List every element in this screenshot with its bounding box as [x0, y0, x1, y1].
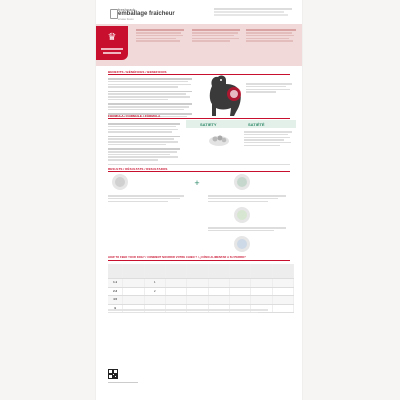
table-row: 9: [108, 305, 294, 314]
barcode-caption: [108, 381, 148, 384]
benefits-heading: BENEFITS / BÉNÉFICES / BENEFICIOS: [108, 70, 167, 74]
satiety-banner: [186, 120, 296, 128]
result-text-right: [208, 194, 292, 203]
formula-heading: FORMULA / FORMULE / FÓRMULA: [108, 114, 161, 118]
dog-callout: [246, 82, 296, 104]
feeding-heading: HOW TO FEED YOUR DOG? / COMMENT NOURRIR VOTRE CHIEN ? / ¿CÓMO ALIMENTAR A SU PERRO?: [108, 256, 246, 259]
feature-column-1: [136, 28, 188, 43]
satiety-label: SATIETY: [200, 121, 217, 127]
result-text-left: [108, 194, 188, 203]
feeding-notes: [108, 308, 290, 314]
freshpack-label-es: envase fresco: [118, 18, 134, 21]
freshpack-label-fr: emballage fraîcheur: [118, 11, 175, 17]
table-header: [108, 264, 294, 279]
table-row: 1.1 1: [108, 279, 294, 288]
satiety-facts: [244, 130, 294, 158]
freshpack-label: freshpack: [118, 7, 136, 12]
kibble-bowl-icon: [208, 131, 230, 147]
table-row: 4.5: [108, 296, 294, 305]
dog-icon: [204, 72, 246, 118]
formula-text: [108, 122, 182, 162]
table-row: 2.3 2: [108, 288, 294, 297]
benefit-icon: [234, 207, 250, 223]
royal-canin-crown-icon: ♛: [107, 32, 117, 43]
royal-canin-logo: [96, 26, 128, 60]
benefit-icon: [234, 236, 250, 252]
feature-column-2: [192, 28, 244, 43]
freshpack-icon: [110, 9, 118, 19]
feature-column-3: [246, 28, 298, 43]
product-bag-back: [96, 0, 302, 400]
result-text-right-2: [208, 226, 292, 233]
benefit-icon: [234, 174, 250, 190]
qr-code-icon: [108, 369, 118, 379]
header-fine-print: [214, 7, 294, 17]
satiety-label-fr: SATIÉTÉ: [248, 121, 265, 127]
feeding-table: [108, 264, 294, 313]
plus-icon: +: [194, 178, 200, 188]
freshness-header: [104, 7, 294, 21]
benefit-icon: [112, 174, 128, 190]
results-heading: RESULTS / RÉSULTATS / RESULTADOS: [108, 167, 168, 171]
benefits-text: [108, 77, 193, 119]
